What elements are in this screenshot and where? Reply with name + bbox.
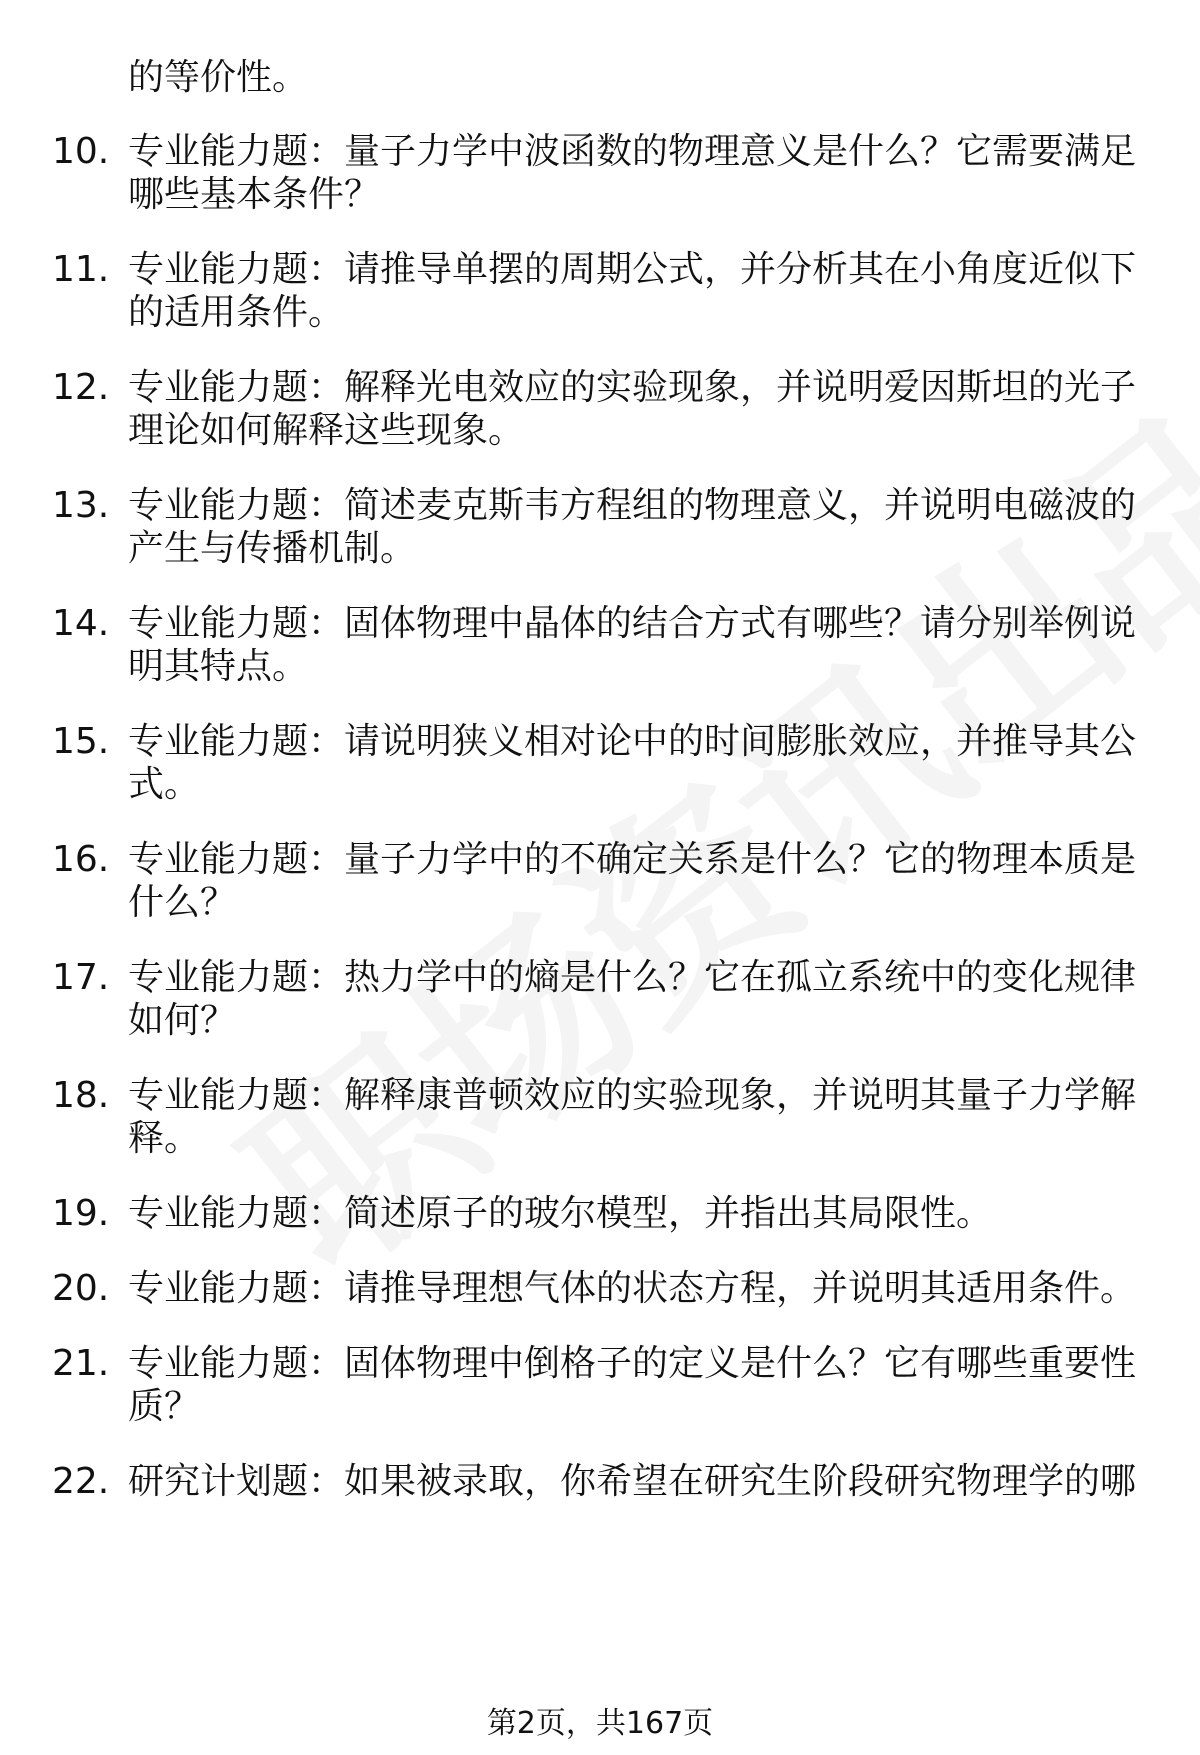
- question-line: 专业能力题：请推导单摆的周期公式，并分析其在小角度近似下: [128, 249, 1137, 290]
- question-number: 11.: [52, 249, 110, 290]
- question-number: 17.: [52, 957, 110, 998]
- question-line: 专业能力题：请推导理想气体的状态方程，并说明其适用条件。: [128, 1268, 1137, 1309]
- question-line: 如何？: [128, 1000, 237, 1041]
- question-line: 专业能力题：固体物理中晶体的结合方式有哪些？请分别举例说: [128, 603, 1137, 644]
- question-line: 专业能力题：固体物理中倒格子的定义是什么？它有哪些重要性: [128, 1343, 1137, 1384]
- question-line: 专业能力题：简述原子的玻尔模型，并指出其局限性。: [128, 1193, 993, 1234]
- question-line: 专业能力题：热力学中的熵是什么？它在孤立系统中的变化规律: [128, 957, 1137, 998]
- question-number: 15.: [52, 721, 110, 762]
- question-number: 20.: [52, 1268, 110, 1309]
- question-line: 明其特点。: [128, 646, 309, 687]
- question-number: 18.: [52, 1075, 110, 1116]
- question-number: 10.: [52, 131, 110, 172]
- question-number: 22.: [52, 1461, 110, 1502]
- question-line: 产生与传播机制。: [128, 528, 417, 569]
- question-number: 14.: [52, 603, 110, 644]
- question-line: 专业能力题：量子力学中的不确定关系是什么？它的物理本质是: [128, 839, 1137, 880]
- question-line: 专业能力题：请说明狭义相对论中的时间膨胀效应，并推导其公: [128, 721, 1137, 762]
- question-line: 专业能力题：简述麦克斯韦方程组的物理意义，并说明电磁波的: [128, 485, 1137, 526]
- continuation-text: 的等价性。: [128, 57, 309, 98]
- question-line: 专业能力题：量子力学中波函数的物理意义是什么？它需要满足: [128, 131, 1137, 172]
- question-line: 研究计划题：如果被录取，你希望在研究生阶段研究物理学的哪: [128, 1461, 1137, 1502]
- question-line: 哪些基本条件？: [128, 174, 381, 215]
- question-line: 专业能力题：解释康普顿效应的实验现象，并说明其量子力学解: [128, 1075, 1137, 1116]
- question-number: 16.: [52, 839, 110, 880]
- question-line: 的适用条件。: [128, 292, 345, 333]
- question-line: 专业能力题：解释光电效应的实验现象，并说明爱因斯坦的光子: [128, 367, 1137, 408]
- question-line: 质？: [128, 1386, 201, 1427]
- question-line: 式。: [128, 764, 201, 805]
- question-number: 21.: [52, 1343, 110, 1384]
- page-footer: 第2页，共167页: [486, 1706, 714, 1741]
- question-line: 什么？: [128, 882, 237, 923]
- question-line: 理论如何解释这些现象。: [128, 410, 525, 451]
- question-line: 释。: [128, 1118, 201, 1159]
- question-number: 13.: [52, 485, 110, 526]
- question-number: 19.: [52, 1193, 110, 1234]
- question-number: 12.: [52, 367, 110, 408]
